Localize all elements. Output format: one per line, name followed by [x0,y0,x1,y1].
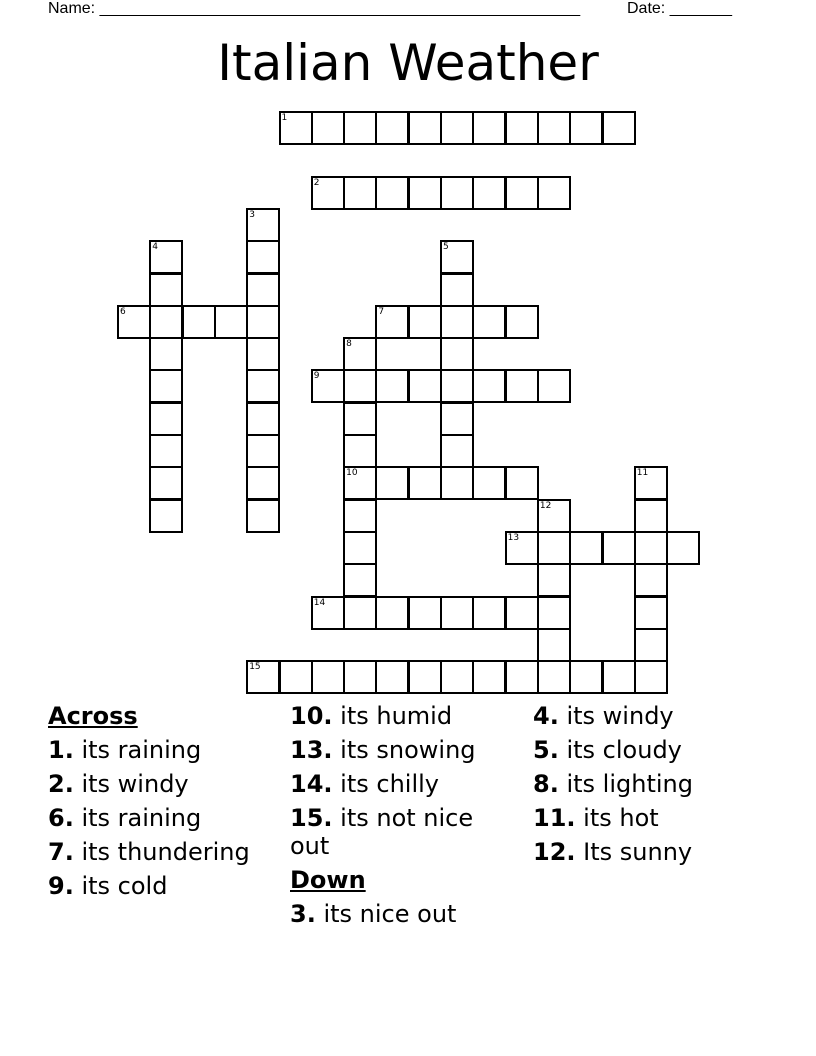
cell-number: 12 [539,500,552,511]
clue-across-2: 2. its windy [48,770,189,798]
cell-number: 9 [313,371,320,382]
puzzle-title: Italian Weather [217,34,599,92]
grid-cell[interactable] [440,176,474,210]
cell-number: 11 [636,468,649,479]
clue-across-9: 9. its cold [48,872,168,900]
cell-number: 4 [152,242,159,253]
grid-cell[interactable] [472,111,506,145]
cell-number: 14 [313,597,326,608]
grid-cell[interactable] [149,273,183,307]
grid-cell[interactable] [375,369,409,403]
grid-cell[interactable] [569,660,603,694]
grid-cell[interactable] [343,402,377,436]
grid-cell[interactable] [246,337,280,371]
date-label: Date: _______ [627,0,732,17]
grid-cell[interactable] [408,111,442,145]
grid-cell[interactable] [440,240,474,274]
clue-column-2 [290,702,520,934]
grid-cell[interactable] [375,466,409,500]
grid-cell[interactable] [343,111,377,145]
grid-cell[interactable] [634,563,668,597]
grid-cell[interactable] [149,240,183,274]
grid-cell[interactable] [343,660,377,694]
grid-cell[interactable] [472,305,506,339]
grid-cell[interactable] [246,273,280,307]
grid-cell[interactable] [149,369,183,403]
grid-cell[interactable] [343,434,377,468]
grid-cell[interactable] [537,499,571,533]
grid-cell[interactable] [505,660,539,694]
grid-cell[interactable] [440,660,474,694]
grid-cell[interactable] [246,208,280,242]
grid-cell[interactable] [311,369,345,403]
cell-number: 6 [120,306,126,317]
grid-cell[interactable] [343,337,377,371]
grid-cell[interactable] [537,628,571,662]
grid-cell[interactable] [505,466,539,500]
clue-across-15: 15. its not nice out [290,804,474,860]
grid-cell[interactable] [408,596,442,630]
clue-across-10: 10. its humid [290,702,453,730]
grid-cell[interactable] [279,111,313,145]
cell-number: 1 [281,113,288,123]
grid-cell[interactable] [408,176,442,210]
grid-cell[interactable] [634,628,668,662]
clue-down-8: 8. its lighting [533,770,693,798]
grid-cell[interactable] [375,305,409,339]
grid-cell[interactable] [246,402,280,436]
grid-cell[interactable] [149,466,183,500]
grid-cell[interactable] [408,369,442,403]
grid-cell[interactable] [440,111,474,145]
grid-cell[interactable] [602,111,636,145]
clue-down-4: 4. its windy [533,702,674,730]
grid-cell[interactable] [246,660,280,694]
grid-cell[interactable] [505,596,539,630]
grid-cell[interactable] [505,111,539,145]
clue-across-14: 14. its chilly [290,770,439,798]
grid-cell[interactable] [472,660,506,694]
grid-cell[interactable] [214,305,248,339]
grid-cell[interactable] [537,111,571,145]
grid-cell[interactable] [246,240,280,274]
grid-cell[interactable] [311,176,345,210]
clue-across-13: 13. its snowing [290,736,476,764]
grid-cell[interactable] [149,337,183,371]
grid-cell[interactable] [440,466,474,500]
grid-cell[interactable] [569,111,603,145]
grid-cell[interactable] [472,369,506,403]
grid-cell[interactable] [472,176,506,210]
grid-cell[interactable] [505,369,539,403]
grid-cell[interactable] [537,563,571,597]
cell-number: 13 [507,532,520,543]
grid-cell[interactable] [408,660,442,694]
grid-cell[interactable] [440,369,474,403]
grid-cell[interactable] [408,466,442,500]
grid-cell[interactable] [375,176,409,210]
grid-cell[interactable] [149,499,183,533]
grid-cell[interactable] [311,111,345,145]
cell-number: 8 [346,339,352,350]
grid-cell[interactable] [472,466,506,500]
grid-cell[interactable] [343,369,377,403]
clue-column-3 [533,702,773,872]
grid-cell[interactable] [666,531,700,565]
grid-cell[interactable] [311,660,345,694]
grid-cell[interactable] [505,531,539,565]
grid-cell[interactable] [375,660,409,694]
clue-down-12: 12. Its sunny [533,838,693,866]
grid-cell[interactable] [505,305,539,339]
grid-cell[interactable] [537,369,571,403]
grid-cell[interactable] [440,337,474,371]
grid-cell[interactable] [149,434,183,468]
clue-down-5: 5. its cloudy [533,736,682,764]
grid-cell[interactable] [602,531,636,565]
grid-cell[interactable] [537,660,571,694]
grid-cell[interactable] [343,499,377,533]
cell-number: 10 [346,468,358,479]
clue-down-11: 11. its hot [533,804,659,832]
cell-number: 2 [313,177,320,188]
grid-cell[interactable] [440,434,474,468]
grid-cell[interactable] [634,660,668,694]
grid-cell[interactable] [505,176,539,210]
grid-cell[interactable] [634,596,668,630]
grid-cell[interactable] [246,369,280,403]
name-label: Name: ______________________________________________________ [48,0,581,17]
grid-cell[interactable] [634,499,668,533]
grid-cell[interactable] [602,660,636,694]
grid-cell[interactable] [569,531,603,565]
grid-cell[interactable] [311,596,345,630]
grid-cell[interactable] [375,111,409,145]
grid-cell[interactable] [408,305,442,339]
grid-cell[interactable] [537,176,571,210]
grid-cell[interactable] [343,466,377,500]
cell-number: 7 [378,306,385,317]
grid-cell[interactable] [246,434,280,468]
grid-cell[interactable] [440,402,474,436]
cell-number: 5 [443,242,449,253]
grid-cell[interactable] [440,273,474,307]
grid-cell[interactable] [246,305,280,339]
grid-cell[interactable] [149,402,183,436]
grid-cell[interactable] [279,660,313,694]
clue-down-3: 3. its nice out [290,900,457,928]
grid-cell[interactable] [472,596,506,630]
grid-cell[interactable] [375,596,409,630]
grid-cell[interactable] [634,466,668,500]
cell-number: 3 [249,209,255,220]
grid-cell[interactable] [343,596,377,630]
clue-across-7: 7. its thundering [48,838,250,866]
grid-cell[interactable] [149,305,183,339]
grid-cell[interactable] [246,466,280,500]
grid-cell[interactable] [246,499,280,533]
down-heading: Down [290,866,366,894]
grid-cell[interactable] [537,596,571,630]
grid-cell[interactable] [117,305,151,339]
grid-cell[interactable] [343,531,377,565]
clue-across-1: 1. its raining [48,736,202,764]
clue-column-1 [48,702,280,906]
grid-cell[interactable] [537,531,571,565]
grid-cell[interactable] [343,176,377,210]
across-heading: Across [48,702,138,730]
grid-cell[interactable] [440,596,474,630]
grid-cell[interactable] [182,305,216,339]
grid-cell[interactable] [343,563,377,597]
grid-cell[interactable] [440,305,474,339]
grid-cell[interactable] [634,531,668,565]
clue-across-6: 6. its raining [48,804,202,832]
cell-number: 15 [249,662,261,673]
